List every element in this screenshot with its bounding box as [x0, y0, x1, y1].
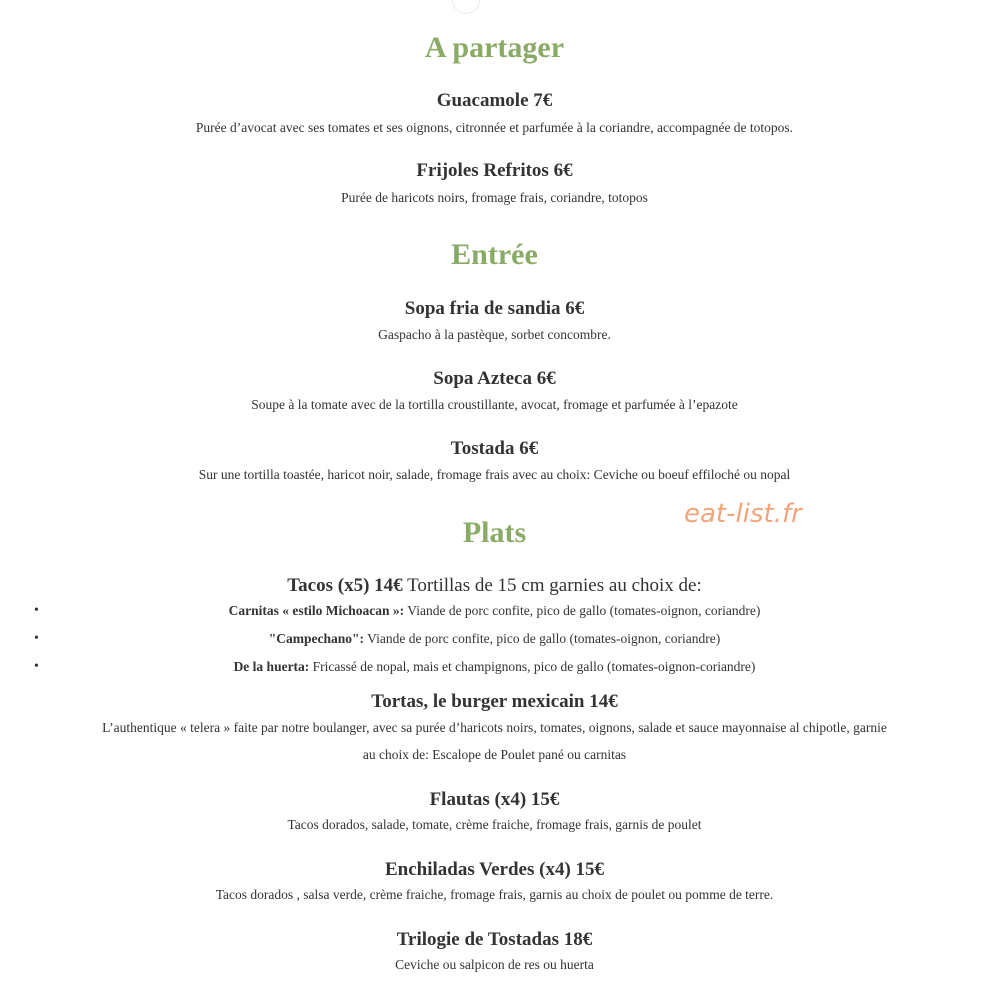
- dish-name-tacos: Tacos (x5) 14€: [287, 575, 403, 596]
- bullet-icon: •: [34, 603, 39, 618]
- taco-item-huerta: [0, 658, 989, 676]
- dish-desc-frijoles: Purée de haricots noirs, fromage frais, coriandre, totopos: [341, 190, 648, 205]
- dish-desc-sopa-azteca: Soupe à la tomate avec de la tortilla croustillante, avocat, fromage et parfumée à l’epazote: [251, 397, 738, 412]
- section-title-entree: Entrée: [451, 238, 538, 271]
- section-title-a-partager: A partager: [424, 31, 565, 64]
- dish-name-tortas: Tortas, le burger mexicain 14€: [371, 691, 618, 712]
- dish-name-trilogie: Trilogie de Tostadas 18€: [396, 929, 593, 950]
- taco-item-campechano: [0, 630, 989, 648]
- dish-desc-guacamole: Purée d’avocat avec ses tomates et ses oignons, citronnée et parfumée à la coriandre, accompagnée de totopos.: [195, 120, 794, 135]
- dish-name-flautas: Flautas (x4) 15€: [429, 789, 560, 810]
- section-title-plats: Plats: [462, 516, 527, 549]
- dish-intro-tacos: Tortillas de 15 cm garnies au choix de:: [402, 575, 702, 596]
- taco-item-text: Viande de porc confite, pico de gallo (tomates-oignon, coriandre): [404, 603, 761, 618]
- dish-desc-enchiladas: Tacos dorados , salsa verde, crème fraiche, fromage frais, garnis au choix de poulet ou pomme de terre.: [215, 887, 774, 902]
- taco-item-text: Viande de porc confite, pico de gallo (tomates-oignon, coriandre): [364, 631, 721, 646]
- dish-name-guacamole: Guacamole 7€: [436, 90, 553, 111]
- taco-item-carnitas: [0, 602, 989, 620]
- dish-desc-tortas-line1: L’authentique « telera » faite par notre boulanger, avec sa purée d’haricots noirs, tomates, oignons, salade et sauce mayonnaise al chipotle, garnie: [102, 720, 887, 735]
- dish-name-enchiladas: Enchiladas Verdes (x4) 15€: [384, 859, 605, 880]
- dish-desc-tortas-line2: au choix de: Escalope de Poulet pané ou carnitas: [362, 747, 627, 762]
- taco-item-label: "Campechano":: [268, 631, 365, 646]
- bullet-icon: •: [34, 659, 39, 674]
- dish-name-sopa-azteca: Sopa Azteca 6€: [433, 368, 556, 389]
- taco-item-label: Carnitas « estilo Michoacan »:: [228, 603, 405, 618]
- taco-item-text: Fricassé de nopal, mais et champignons, pico de gallo (tomates-oignon-coriandre): [309, 659, 756, 674]
- dish-desc-trilogie: Ceviche ou salpicon de res ou huerta: [395, 957, 594, 972]
- dish-name-sopa-fria: Sopa fria de sandia 6€: [404, 298, 585, 319]
- watermark-eat-list: eat-list.fr: [684, 499, 802, 529]
- dish-tacos-line: [0, 575, 989, 597]
- dish-name-frijoles: Frijoles Refritos 6€: [416, 160, 573, 181]
- taco-item-label: De la huerta:: [233, 659, 310, 674]
- bullet-icon: •: [34, 631, 39, 646]
- logo-fragment-icon: [452, 0, 480, 14]
- dish-desc-sopa-fria: Gaspacho à la pastèque, sorbet concombre.: [378, 327, 611, 342]
- dish-desc-tostada: Sur une tortilla toastée, haricot noir, salade, fromage frais avec au choix: Ceviche ou boeuf effiloché ou nopal: [198, 467, 791, 482]
- dish-name-tostada: Tostada 6€: [450, 438, 539, 459]
- dish-desc-flautas: Tacos dorados, salade, tomate, crème fraiche, fromage frais, garnis de poulet: [287, 817, 702, 832]
